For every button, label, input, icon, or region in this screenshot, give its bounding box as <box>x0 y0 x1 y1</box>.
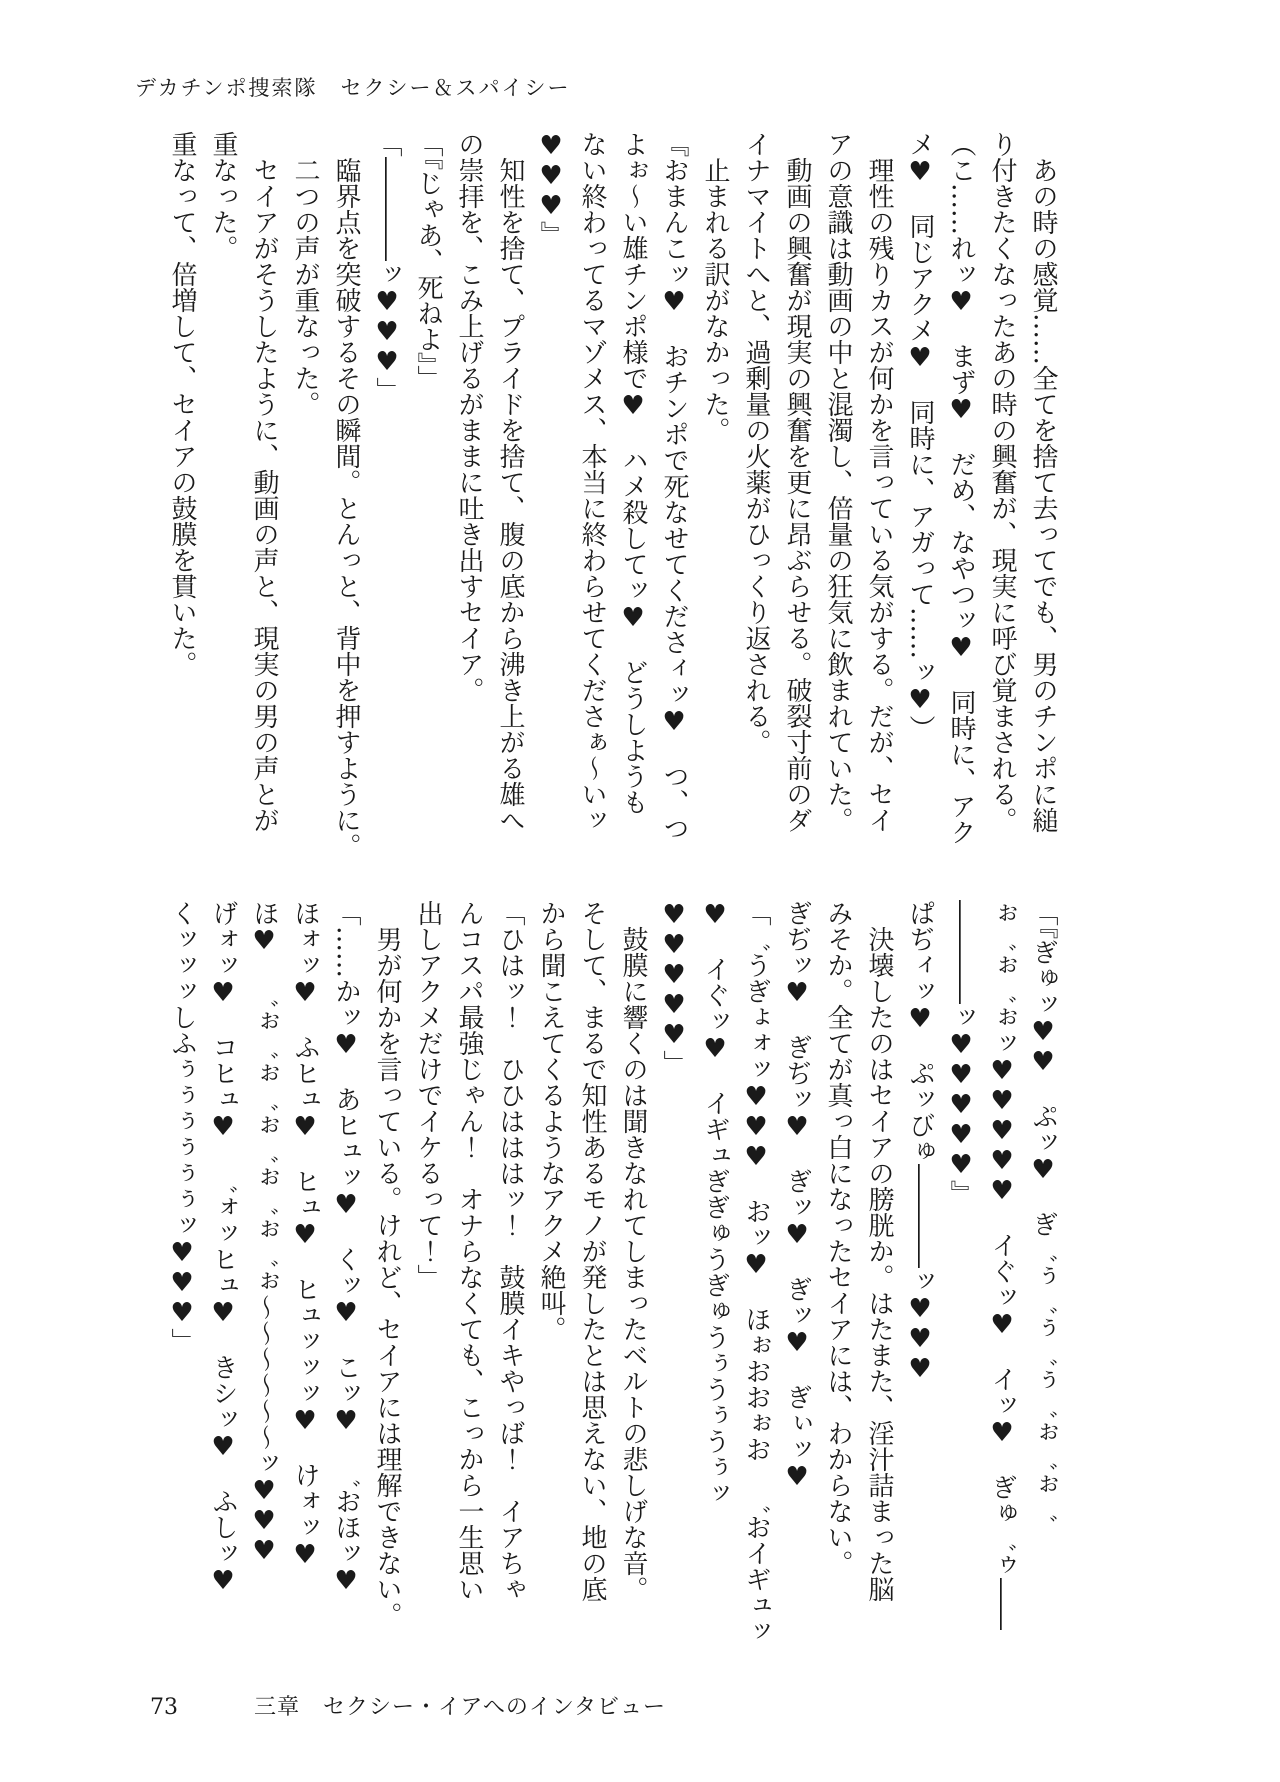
text-line: ――――ッ♥♥♥♥♥』 <box>946 900 976 1206</box>
text-line: 重なって、倍増して、セイアの鼓膜を貫いた。 <box>167 131 197 677</box>
text-line: ぉ゛ぉ゛ぉッ♥♥♥♥♥ イぐッ♥ イッ♥ ぎゅ゛ゥ―― <box>987 900 1017 1630</box>
text-line: ない終わってるマゾメス、本当に終わらせてくださぁ～いッ <box>577 131 607 833</box>
text-line: げォッ♥ コヒュ♥ ゛ォッヒュ♥ きシッ♥ ふしッ♥ <box>208 900 238 1596</box>
text-line: 理性の残りカスが何かを言っている気がする。だが、セイ <box>864 131 894 833</box>
text-line: メ♥ 同じアクメ♥ 同時に、アガって……ッ♥） <box>905 131 935 741</box>
text-line: 止まれる訳がなかった。 <box>700 131 730 443</box>
text-line: （こ……れッ♥ まず♥ だめ、なやつッ♥ 同時に、アク <box>946 131 976 845</box>
text-line: 重なった。 <box>208 131 238 261</box>
text-line: の崇拝を、こみ上げるがままに吐き出すセイア。 <box>454 131 484 703</box>
text-line: 男が何かを言っている。けれど、セイアには理解できない。 <box>372 900 402 1628</box>
text-line: 臨界点を突破するその瞬間。とんっと、背中を押すように。 <box>331 131 361 859</box>
text-line: 「『じゃあ、死ねよ』」 <box>413 131 443 391</box>
text-line: よぉ～い雄チンポ様で♥ ハメ殺してッ♥ どうしようも <box>618 131 648 815</box>
text-line: ♥ イぐッ♥ イギュぎぎゅうぎゅうぅうぅうぅッ <box>700 900 730 1506</box>
text-line: そして、まるで知性あるモノが発したとは思えない、地の底 <box>577 900 607 1602</box>
text-line: 鼓膜に響くのは聞きなれてしまったベルトの悲しげな音。 <box>618 900 648 1602</box>
text-line: 「――――ッ♥♥♥」 <box>372 131 402 403</box>
page-footer <box>150 1690 666 1721</box>
text-line: 出しアクメだけでイケるって！」 <box>413 900 443 1290</box>
text-line: アの意識は動画の中と混濁し、倍量の狂気に飲まれていた。 <box>823 131 853 833</box>
text-line: 二つの声が重なった。 <box>290 131 320 417</box>
running-header-title: デカチンポ捜索隊 セクシー＆スパイシー <box>135 76 571 100</box>
text-line: から聞こえてくるようなアクメ絶叫。 <box>536 900 566 1342</box>
text-line: セイアがそうしたように、動画の声と、現実の男の声とが <box>249 131 279 833</box>
text-line: くッッッしふぅぅぅぅぅぅッ♥♥♥」 <box>167 900 197 1354</box>
text-line: 『おまんこッ♥ おチンポで死なせてくださィッ♥ つ、つ <box>659 131 689 841</box>
text-line: 知性を捨て、プライドを捨て、腹の底から沸き上がる雄へ <box>495 131 525 833</box>
text-line: ほ♥ ゛ぉ゛ぉ゛ぉ゛ぉ゛ぉ゛ぉ～～～～～～ッ♥♥♥ <box>249 900 279 1566</box>
text-block-lower <box>161 900 1063 1644</box>
text-line: ♥♥♥』 <box>536 131 566 247</box>
text-line: んコスパ最強じゃん！ オナらなくても、こっから一生思い <box>454 900 484 1602</box>
text-line: ぱぢィッ♥ ぷッびゅ――――ッ♥♥♥ <box>905 900 935 1384</box>
text-line: 決壊したのはセイアの膀胱か。はたまた、淫汁詰まった脳 <box>864 900 894 1602</box>
text-line: 「゛うぎょォッ♥♥♥ おッ♥ ほぉおおぉお ゛おイギュッ <box>741 900 771 1644</box>
text-line: イナマイトへと、過剰量の火薬がひっくり返される。 <box>741 131 771 755</box>
text-line: 「……かッ♥ あヒュッ♥ くッ♥ こッ♥ ゛おほッ♥ <box>331 900 361 1596</box>
text-line: ♥♥♥♥♥」 <box>659 900 689 1076</box>
text-line: 動画の興奮が現実の興奮を更に昂ぶらせる。破裂寸前のダ <box>782 131 812 833</box>
text-line: ぎぢッ♥ ぎぢッ♥ ぎッ♥ ぎッ♥ ぎぃッ♥ <box>782 900 812 1492</box>
text-line: 「『ぎゅッ♥♥ ぷッ♥ ぎ゛ぅ゛ぅ゛ぅ゛ぉ゛ぉ゛ <box>1028 900 1058 1523</box>
chapter-title: 三章 セクシー・イアへのインタビュー <box>254 1695 667 1720</box>
text-block-upper <box>161 131 1063 863</box>
text-line: みそか。全てが真っ白になったセイアには、わからない。 <box>823 900 853 1576</box>
text-line: あの時の感覚……全てを捨て去ってでも、男のチンポに縋 <box>1028 131 1058 833</box>
text-line: ほォッ♥ ふヒュ♥ ヒュ♥ ヒュッッッ♥ けォッ♥ <box>290 900 320 1570</box>
text-line: 「ひはッ！ ひひはははッ！ 鼓膜イキやっば！ イアちゃ <box>495 900 525 1602</box>
text-line: り付きたくなったあの時の興奮が、現実に呼び覚まされる。 <box>987 131 1017 833</box>
page-number: 73 <box>150 1695 178 1720</box>
